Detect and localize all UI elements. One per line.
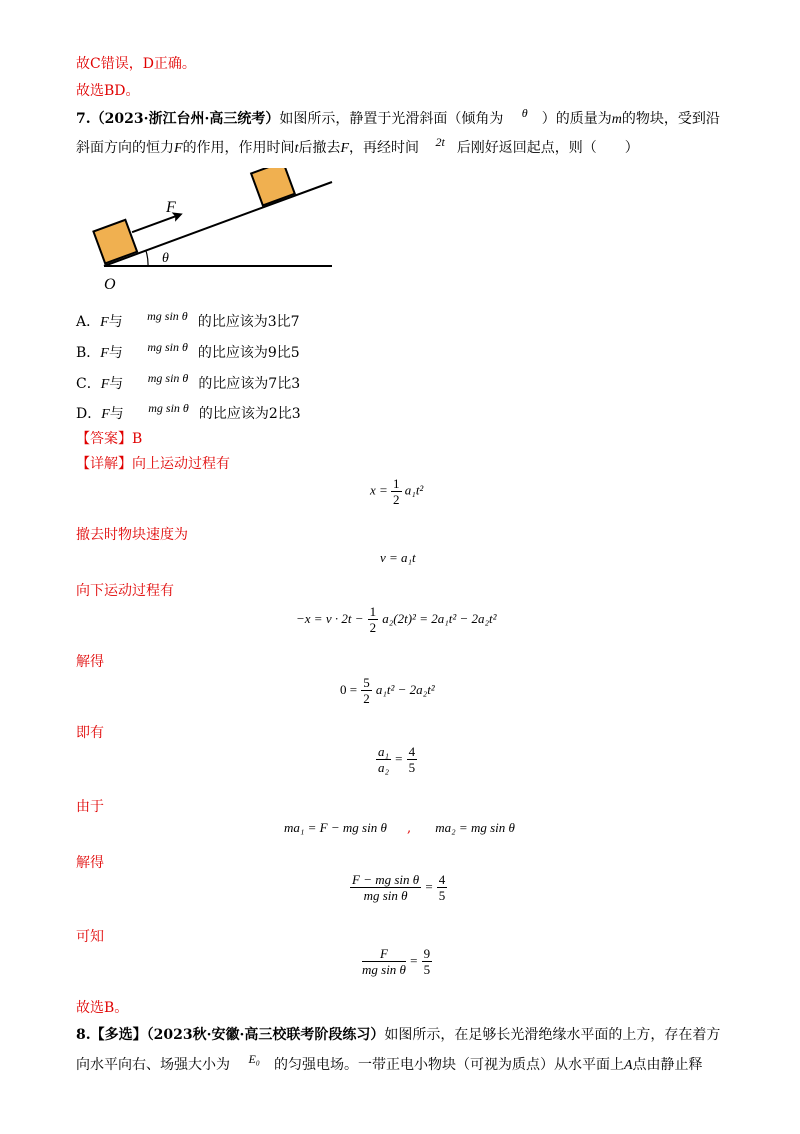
step-3: 解得: [76, 654, 104, 670]
q8-line1: 8.【多选】（2023秋·安徽·高三校联考阶段练习）如图所示，在足够长光滑绝缘水平面的上方，存在着方: [76, 1027, 721, 1043]
incline-line: [104, 182, 332, 266]
equation-4: 0 = $\frac{5}{2}$ a₁t² − 2a₂t²: [340, 675, 435, 706]
equation-1: x = $\frac{1}{2}$ a₁t²: [370, 476, 424, 507]
label-O: O: [104, 276, 116, 293]
conclusion-line: 故C错误，D正确。: [76, 56, 196, 72]
block-upper: [251, 168, 295, 205]
equation-6: ma₁ = F − mg sin θ , ma₂ = mg sin θ: [284, 820, 515, 836]
q7-number: 7.: [76, 111, 91, 127]
step-4: 即有: [76, 725, 104, 741]
q8-line2: 向水平向右、场强大小为 E₀ 的匀强电场。一带正电小物块（可视为质点）从水平面上A点由静止释: [76, 1052, 703, 1073]
step-2: 向下运动过程有: [76, 583, 174, 599]
choice-line: 故选BD。: [76, 83, 140, 99]
equation-2: v = a₁t: [380, 550, 416, 565]
q7-line1: 7.（2023·浙江台州·高三统考）如图所示，静置于光滑斜面（倾角为 θ ）的质量为m的物块，受到沿: [76, 106, 720, 127]
detail-line: 【详解】向上运动过程有: [76, 456, 230, 472]
incline-figure: [90, 168, 350, 298]
step-8: 故选B。: [76, 1000, 129, 1016]
step-7: 可知: [76, 929, 104, 945]
option-d[interactable]: D．F与 mg sin θ 的比应该为2比3: [76, 401, 301, 422]
angle-arc: [146, 251, 148, 266]
e0-symbol: E₀: [248, 1052, 260, 1066]
force-arrow: [132, 216, 177, 233]
equation-8: $\frac{F}{\text{mg sin θ}}$ = $\frac{9}{5}$: [362, 946, 431, 977]
label-F: F: [166, 199, 176, 216]
option-c[interactable]: C．F与 mg sin θ 的比应该为7比3: [76, 371, 301, 392]
label-theta: θ: [162, 251, 169, 266]
q7-source: （2023·浙江台州·高三统考）: [90, 111, 280, 127]
answer-value: B: [132, 431, 143, 447]
option-b[interactable]: B．F与 mg sin θ 的比应该为9比5: [76, 340, 300, 361]
equation-3: −x = v · 2t − $\frac{1}{2}$ a₂(2t)² = 2a₁t² − 2a₂t²: [296, 604, 497, 635]
step-6: 解得: [76, 855, 104, 871]
q7-line2: 斜面方向的恒力F的作用，作用时间t后撤去F，再经时间 2t 后刚好返回起点，则（ ）: [76, 135, 639, 156]
theta-symbol: θ: [521, 106, 528, 120]
step-5: 由于: [76, 799, 104, 815]
option-a[interactable]: A．F与 mg sin θ 的比应该为3比7: [76, 309, 300, 330]
two-t-symbol: 2t: [435, 135, 445, 149]
equation-5: $\frac{\text{a₁}}{\text{a₂}}$ = $\frac{4}{5}$: [378, 744, 416, 775]
equation-7: $\frac{\text{F − mg sin θ}}{\text{mg sin θ}}$ = $\frac{4}{5}$: [352, 872, 446, 903]
step-1: 撤去时物块速度为: [76, 527, 188, 543]
answer-line: 【答案】B: [76, 431, 143, 447]
